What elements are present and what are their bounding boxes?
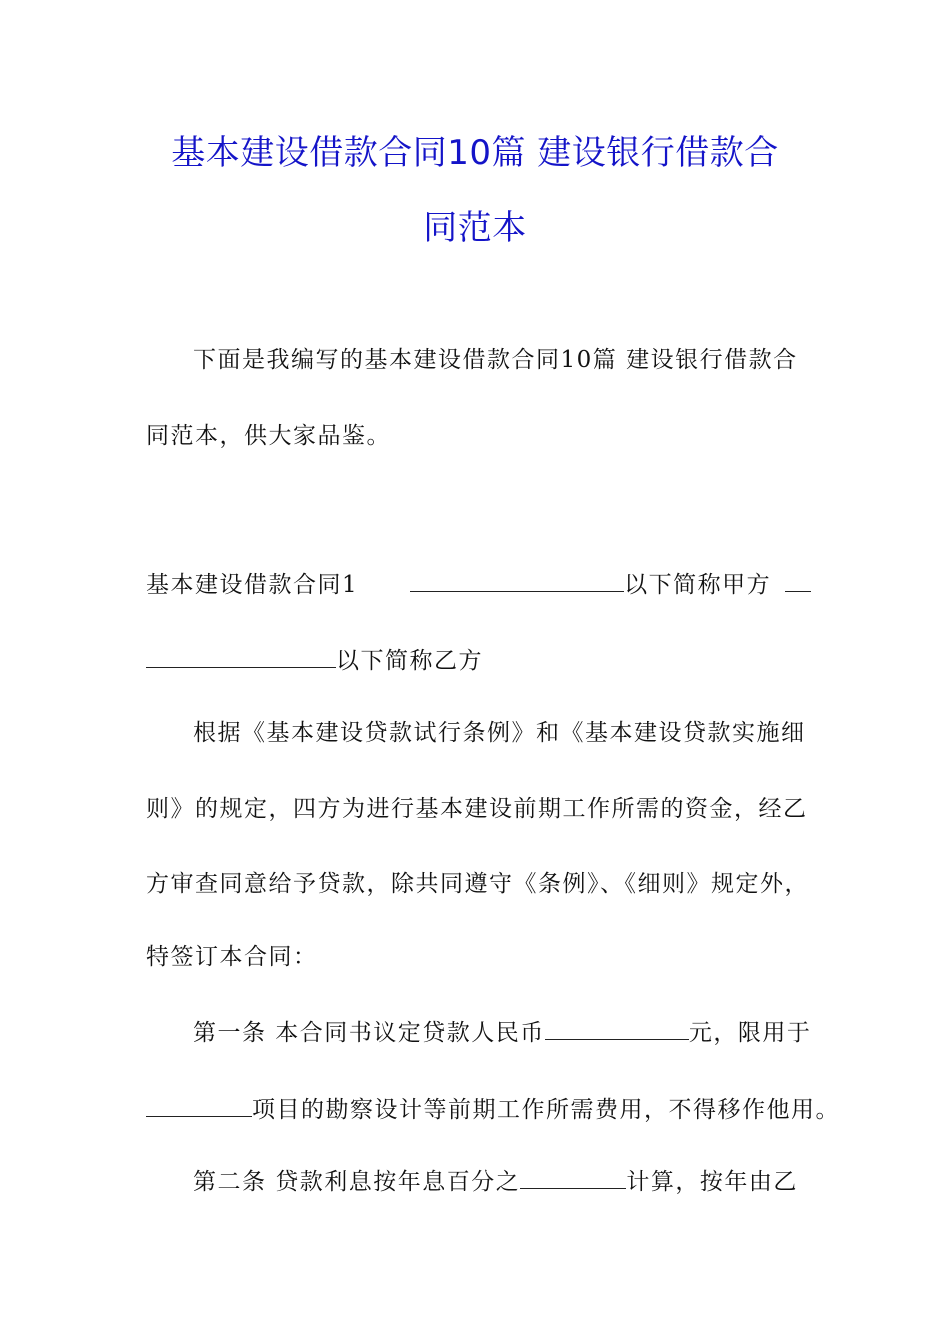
preamble-line-2: 则》的规定，四方为进行基本建设前期工作所需的资金，经乙 bbox=[146, 796, 808, 822]
document-title-line-1: 基本建设借款合同10篇 建设银行借款合 bbox=[171, 133, 779, 173]
party-a-blank bbox=[410, 569, 624, 592]
preamble-line-1: 根据《基本建设贷款试行条例》和《基本建设贷款实施细 bbox=[193, 720, 806, 746]
preamble-line-3: 方审查同意给予贷款，除共同遵守《条例》、《细则》规定外， bbox=[146, 871, 809, 897]
article-1-row-1 bbox=[193, 1017, 811, 1048]
party-b-blank bbox=[146, 645, 336, 668]
party-a-label: 以下简称甲方 bbox=[624, 572, 772, 598]
preamble-line-4: 特签订本合同： bbox=[146, 944, 318, 970]
article-2-text-a: 第二条 贷款利息按年息百分之 bbox=[193, 1169, 521, 1195]
intro-line-1: 下面是我编写的基本建设借款合同10篇 建设银行借款合 bbox=[193, 347, 798, 373]
interest-rate-blank bbox=[520, 1166, 626, 1189]
article-2-row-1 bbox=[193, 1166, 798, 1197]
article-1-text-b: 元，限用于 bbox=[688, 1020, 812, 1046]
loan-amount-blank bbox=[545, 1017, 689, 1040]
intro-line-2: 同范本，供大家品鉴。 bbox=[146, 423, 391, 449]
article-2-text-b: 计算，按年由乙 bbox=[626, 1169, 798, 1195]
party-b-row bbox=[146, 645, 483, 676]
party-b-blank-start bbox=[785, 569, 811, 592]
article-1-text-a: 第一条 本合同书议定贷款人民币 bbox=[193, 1020, 545, 1046]
party-b-label: 以下简称乙方 bbox=[336, 648, 483, 674]
contract-heading-row bbox=[146, 569, 811, 600]
article-1-row-2 bbox=[146, 1094, 840, 1125]
project-name-blank bbox=[146, 1094, 252, 1117]
document-title-line-2: 同范本 bbox=[423, 208, 527, 248]
article-1-text-c: 项目的勘察设计等前期工作所需费用，不得移作他用。 bbox=[252, 1097, 840, 1123]
contract-heading: 基本建设借款合同1 bbox=[146, 572, 359, 598]
